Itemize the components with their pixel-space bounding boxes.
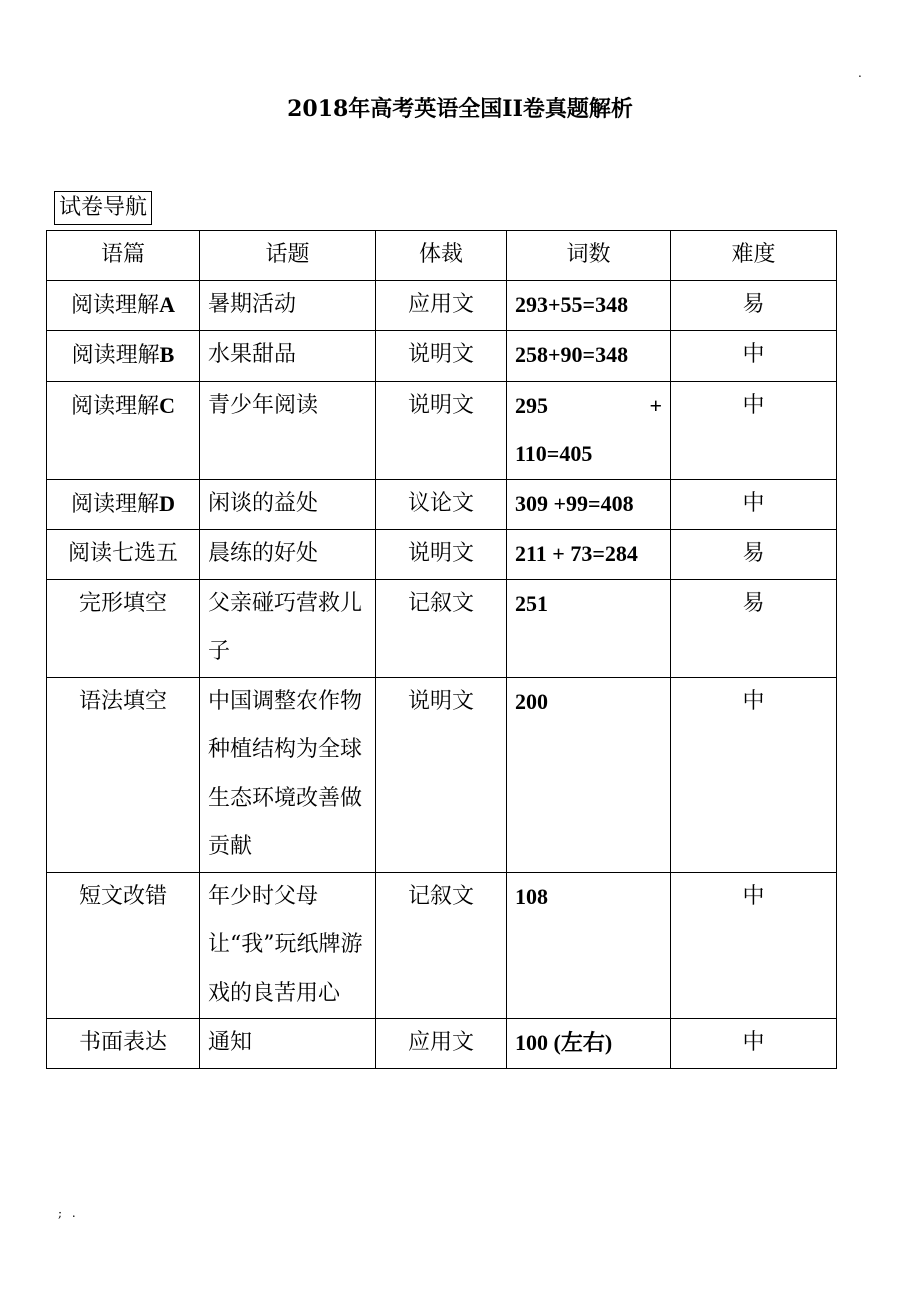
- footer-mark: ; .: [58, 1206, 79, 1220]
- word-count-cell: 258+90=348: [507, 331, 671, 382]
- topic-cell: 中国调整农作物种植结构为全球生态环境改善做贡献: [200, 677, 376, 872]
- topic-cell: 青少年阅读: [200, 381, 376, 479]
- word-count-cell: 100 (左右): [507, 1019, 671, 1069]
- section-cell: 语法填空: [47, 677, 200, 872]
- difficulty-cell: 中: [671, 381, 837, 479]
- section-cell: 阅读理解B: [47, 331, 200, 382]
- table-row: [47, 381, 837, 479]
- genre-cell: 记叙文: [376, 579, 507, 677]
- table-row: [47, 280, 837, 331]
- word-count-cell: 293+55=348: [507, 280, 671, 331]
- section-cell: 阅读理解A: [47, 280, 200, 331]
- difficulty-cell: 中: [671, 479, 837, 530]
- topic-cell: 晨练的好处: [200, 530, 376, 580]
- difficulty-cell: 易: [671, 280, 837, 331]
- topic-cell: 通知: [200, 1019, 376, 1069]
- table-row: [47, 530, 837, 580]
- table-row: [47, 479, 837, 530]
- page-title: 2018年高考英语全国II卷真题解析: [287, 96, 633, 122]
- difficulty-cell: 中: [671, 677, 837, 872]
- topic-cell: 年少时父母让“我”玩纸牌游戏的良苦用心: [200, 872, 376, 1019]
- genre-cell: 说明文: [376, 530, 507, 580]
- genre-cell: 应用文: [376, 1019, 507, 1069]
- table-row: [47, 331, 837, 382]
- header-topic: 话题: [200, 231, 376, 281]
- section-cell: 书面表达: [47, 1019, 200, 1069]
- word-count-cell: 211 + 73=284: [507, 530, 671, 580]
- header-section: 语篇: [47, 231, 200, 281]
- section-cell: 阅读七选五: [47, 530, 200, 580]
- section-cell: 完形填空: [47, 579, 200, 677]
- topic-cell: 暑期活动: [200, 280, 376, 331]
- genre-cell: 说明文: [376, 381, 507, 479]
- table-row: [47, 579, 837, 677]
- difficulty-cell: 中: [671, 1019, 837, 1069]
- exam-navigation-label: 试卷导航: [54, 191, 152, 225]
- genre-cell: 应用文: [376, 280, 507, 331]
- section-cell: 阅读理解D: [47, 479, 200, 530]
- word-count-cell: 295 + 110=405: [507, 381, 671, 479]
- section-cell: 阅读理解C: [47, 381, 200, 479]
- topic-cell: 闲谈的益处: [200, 479, 376, 530]
- genre-cell: 记叙文: [376, 872, 507, 1019]
- genre-cell: 议论文: [376, 479, 507, 530]
- header-genre: 体裁: [376, 231, 507, 281]
- exam-overview-table: [46, 230, 837, 1069]
- word-count-cell: 309 +99=408: [507, 479, 671, 530]
- table-row: [47, 1019, 837, 1069]
- topic-cell: 水果甜品: [200, 331, 376, 382]
- genre-cell: 说明文: [376, 331, 507, 382]
- header-difficulty: 难度: [671, 231, 837, 281]
- word-count-cell: 108: [507, 872, 671, 1019]
- table-row: [47, 677, 837, 872]
- section-cell: 短文改错: [47, 872, 200, 1019]
- difficulty-cell: 中: [671, 331, 837, 382]
- word-count-cell: 200: [507, 677, 671, 872]
- genre-cell: 说明文: [376, 677, 507, 872]
- difficulty-cell: 易: [671, 530, 837, 580]
- header-word-count: 词数: [507, 231, 671, 281]
- difficulty-cell: 中: [671, 872, 837, 1019]
- table-header-row: [47, 231, 837, 281]
- topic-cell: 父亲碰巧营救儿子: [200, 579, 376, 677]
- table-row: [47, 872, 837, 1019]
- corner-mark: .: [858, 66, 862, 80]
- word-count-cell: 251: [507, 579, 671, 677]
- difficulty-cell: 易: [671, 579, 837, 677]
